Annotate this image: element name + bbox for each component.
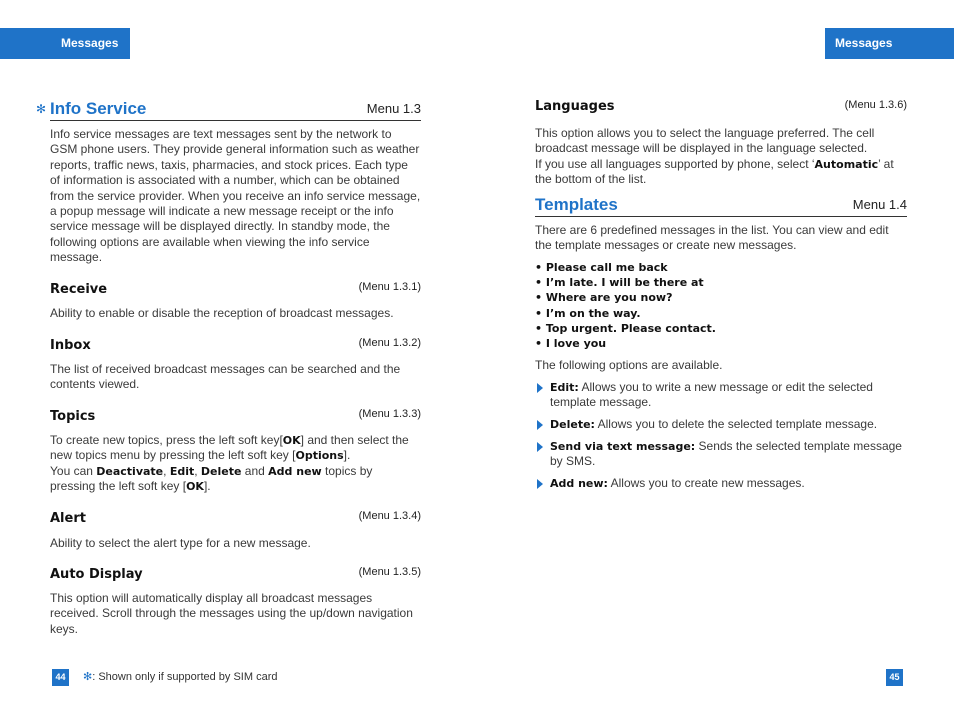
templates-heading (535, 195, 907, 215)
receive-text: Ability to enable or disable the reception of broadcast messages. (50, 306, 394, 320)
heading-rule (50, 120, 421, 121)
list-item: • Please call me back (535, 261, 668, 274)
sim-marker-icon: ✻ (83, 671, 93, 683)
subsection-title: Languages (535, 99, 615, 114)
menu-reference: Menu 1.3 (366, 101, 421, 116)
sim-marker-icon: ✻ (36, 102, 47, 116)
page-number-right: 45 (886, 669, 903, 686)
subsection-title: Receive (50, 282, 108, 297)
templates-intro: There are 6 predefined messages in the list. You can view and edit the template messages or create new messages. (535, 223, 889, 253)
section-title: Templates (535, 195, 618, 214)
page-number-left: 44 (52, 669, 69, 686)
triangle-bullet-icon (537, 383, 543, 393)
subsection-title: Auto Display (50, 567, 143, 582)
intro-paragraph: Info service messages are text messages sent by the network to GSM phone users. They provide general information such as weather reports, traffic news, taxis, pharmacies, and stock prices. Each type of information is associated with a number, which can be obtained from the service provider. When you receive an info service message, a popup message will indicate a new message receipt or the info service message will be displayed directly. In standby mode, the following options are available when viewing the info service message. (50, 127, 421, 265)
list-item: • I’m late. I will be there at (535, 276, 704, 290)
subsection-title: Inbox (50, 338, 91, 353)
triangle-bullet-icon (537, 442, 543, 452)
menu-reference: (Menu 1.3.2) (358, 337, 421, 349)
inbox-text: The list of received broadcast messages can be searched and the contents viewed. (50, 362, 401, 392)
subsection-title: Topics (50, 409, 96, 424)
footnote: ✻: Shown only if supported by SIM card (83, 671, 278, 683)
header-tab-left: Messages (0, 28, 130, 59)
template-message-list (535, 260, 907, 351)
menu-reference: (Menu 1.3.4) (358, 510, 421, 522)
auto-display-heading (50, 565, 421, 583)
info-service-heading (50, 99, 421, 119)
menu-reference: (Menu 1.3.6) (844, 99, 907, 111)
menu-reference: Menu 1.4 (852, 197, 907, 212)
subsection-title: Alert (50, 511, 86, 526)
menu-reference: (Menu 1.3.3) (358, 408, 421, 420)
options-intro: The following options are available. (535, 358, 723, 372)
header-tab-right: Messages (825, 28, 954, 59)
menu-reference: (Menu 1.3.1) (358, 281, 421, 293)
alert-text: Ability to select the alert type for a new message. (50, 536, 311, 550)
menu-reference: (Menu 1.3.5) (358, 566, 421, 578)
languages-text: This option allows you to select the language preferred. The cell broadcast message will be displayed in the language selected. If you use all languages supported by phone, select ‘Automatic’ at the bottom of the list. (535, 126, 894, 187)
option-send-via-text: Send via text message: Sends the selected template message by SMS. (535, 439, 907, 470)
auto-display-text: This option will automatically display all broadcast messages received. Scroll through the messages using the up/down navigation keys. (50, 591, 413, 636)
list-item: • I love you (535, 337, 607, 351)
languages-heading (535, 97, 907, 115)
option-edit: Edit: Allows you to write a new message or edit the selected template message. (535, 380, 907, 411)
alert-heading (50, 509, 421, 527)
option-add-new: Add new: Allows you to create new messages. (535, 476, 907, 491)
inbox-heading (50, 336, 421, 354)
list-item: • I’m on the way. (535, 306, 641, 320)
topics-heading (50, 407, 421, 425)
triangle-bullet-icon (537, 420, 543, 430)
receive-heading (50, 280, 421, 298)
triangle-bullet-icon (537, 479, 543, 489)
option-delete: Delete: Allows you to delete the selected template message. (535, 417, 907, 432)
list-item: • Where are you now? (535, 291, 673, 305)
list-item: • Top urgent. Please contact. (535, 321, 716, 335)
section-title: Info Service (50, 99, 147, 118)
topics-text: To create new topics, press the left soft key[OK] and then select the new topics menu by pressing the left soft key [Options]. You can Deactivate, Edit, Delete and Add new topics by pressing the left soft key [OK]. (50, 433, 409, 494)
heading-rule (535, 216, 907, 217)
